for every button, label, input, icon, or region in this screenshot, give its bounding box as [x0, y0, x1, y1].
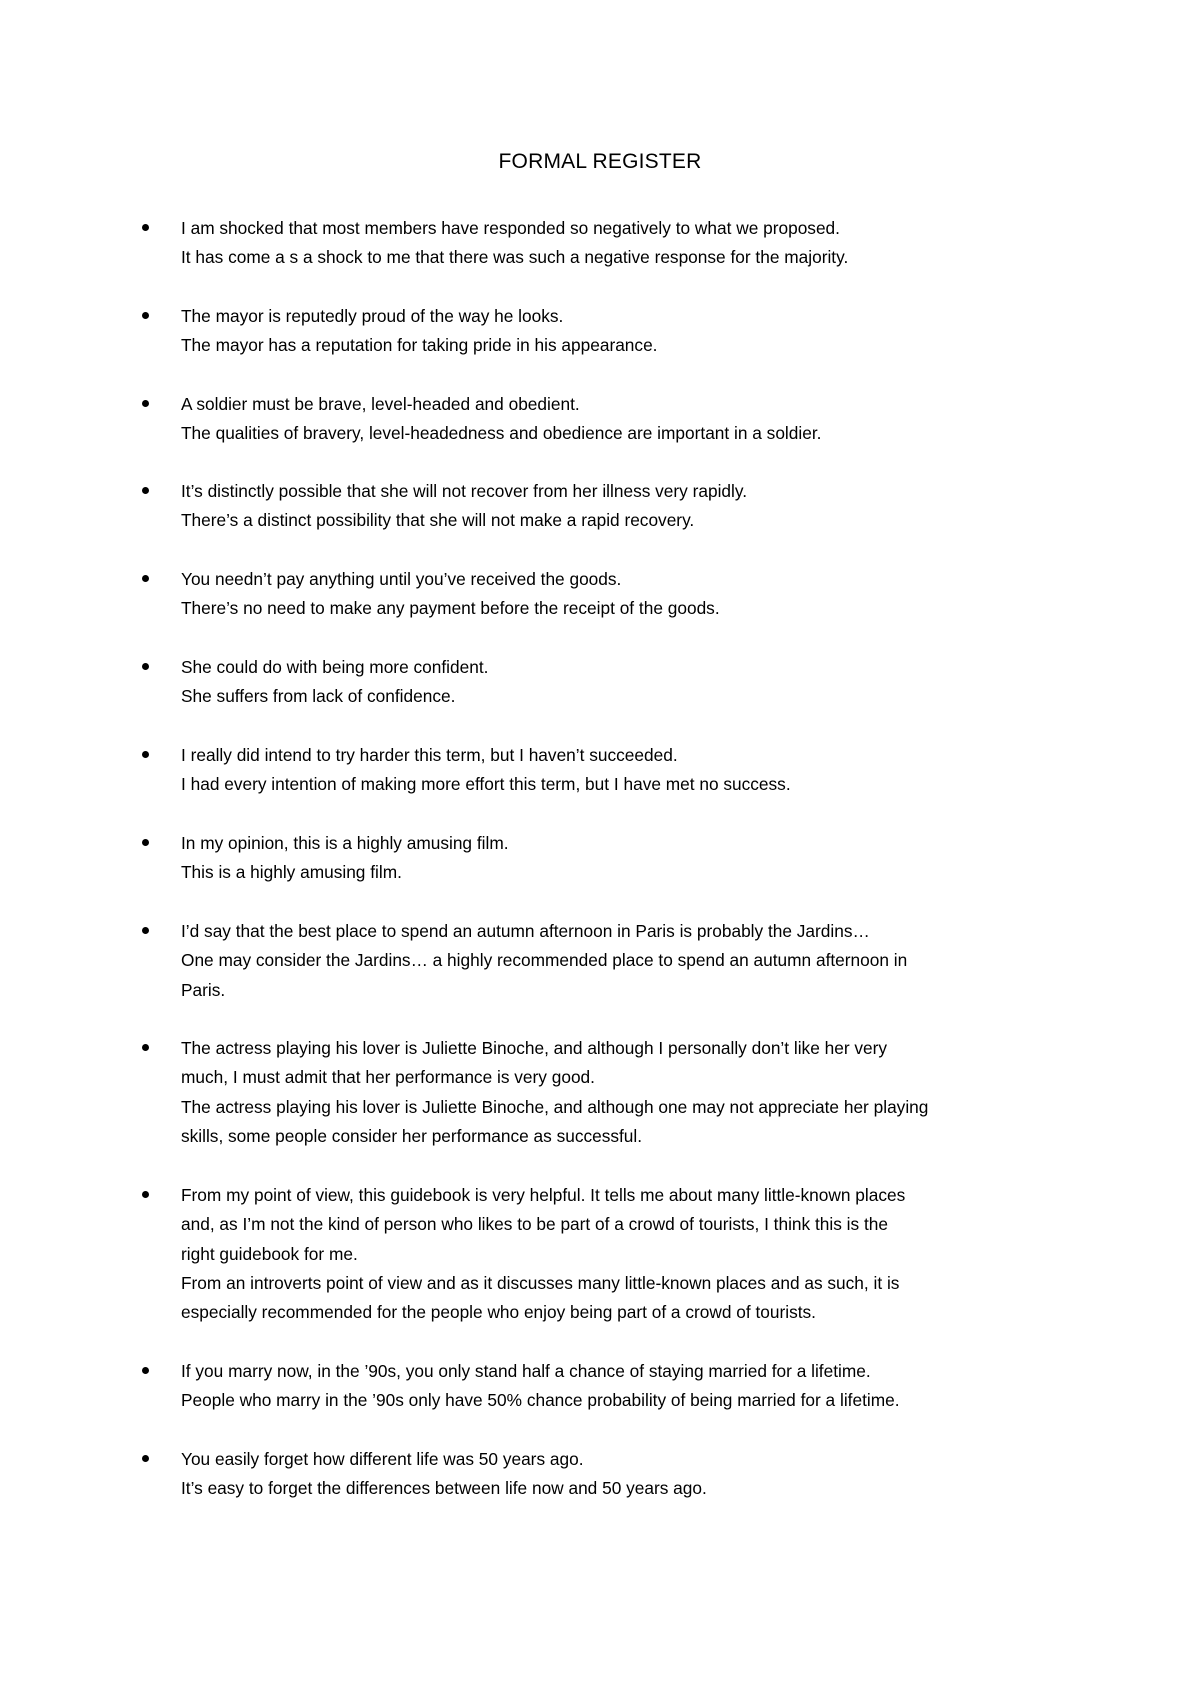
bullet-icon [142, 224, 149, 231]
bullet-icon [142, 400, 149, 407]
sentence-line: This is a highly amusing film. [181, 862, 402, 883]
sentence-line: Paris. [181, 979, 226, 1000]
bullet-icon [142, 1455, 149, 1462]
sentence-line: From my point of view, this guidebook is very helpful. It tells me about many little-known places [181, 1185, 906, 1205]
sentence-line: People who marry in the ’90s only have 50% chance probability of being married for a lifetime. [181, 1390, 900, 1411]
sentence-line: right guidebook for me. [181, 1243, 358, 1264]
bullet-icon [142, 927, 149, 934]
list-item-text [181, 302, 1061, 361]
sentence-line: She suffers from lack of confidence. [181, 686, 456, 707]
sentence-line: The mayor has a reputation for taking pride in his appearance. [181, 335, 658, 356]
list-item-text [181, 917, 1061, 1005]
sentence-line: It has come a s a shock to me that there was such a negative response for the majority. [181, 247, 849, 268]
sentence-line: It’s distinctly possible that she will not recover from her illness very rapidly. [181, 481, 748, 501]
list-item-text [181, 1445, 1061, 1504]
list-item-text [181, 829, 1061, 888]
sentence-line: I had every intention of making more effort this term, but I have met no success. [181, 774, 791, 795]
bullet-icon [142, 312, 149, 319]
sentence-line: The qualities of bravery, level-headedness and obedience are important in a soldier. [181, 423, 822, 444]
bullet-icon [142, 751, 149, 758]
sentence-line: I am shocked that most members have responded so negatively to what we proposed. [181, 218, 840, 238]
list-item-text [181, 390, 1061, 449]
sentence-line: You easily forget how different life was 50 years ago. [181, 1449, 584, 1469]
sentence-line: From an introverts point of view and as it discusses many little-known places and as such, it is [181, 1272, 900, 1293]
sentence-line: I really did intend to try harder this term, but I haven’t succeeded. [181, 745, 678, 765]
sentence-line: You needn’t pay anything until you’ve received the goods. [181, 569, 622, 589]
list-item-text [181, 477, 1061, 536]
list-item-text [181, 214, 1061, 273]
sentence-line: skills, some people consider her performance as successful. [181, 1125, 643, 1146]
bullet-icon [142, 575, 149, 582]
sentence-line: There’s no need to make any payment before the receipt of the goods. [181, 598, 720, 619]
sentence-line: The mayor is reputedly proud of the way he looks. [181, 306, 564, 326]
sentence-line: She could do with being more confident. [181, 657, 489, 677]
sentence-line: much, I must admit that her performance is very good. [181, 1067, 595, 1088]
list-item-text [181, 1181, 1061, 1327]
list-item-text [181, 1357, 1061, 1416]
sentence-line: It’s easy to forget the differences between life now and 50 years ago. [181, 1478, 707, 1499]
bullet-icon [142, 1044, 149, 1051]
sentence-line: A soldier must be brave, level-headed and obedient. [181, 394, 580, 414]
list-item-text [181, 565, 1061, 624]
bullet-icon [142, 1367, 149, 1374]
list-item-text [181, 1034, 1061, 1151]
sentence-line: I’d say that the best place to spend an autumn afternoon in Paris is probably the Jardins… [181, 921, 870, 941]
sentence-line: especially recommended for the people who enjoy being part of a crowd of tourists. [181, 1302, 816, 1323]
bullet-icon [142, 663, 149, 670]
sentence-line: One may consider the Jardins… a highly recommended place to spend an autumn afternoon in [181, 950, 908, 971]
bullet-icon [142, 487, 149, 494]
bullet-icon [142, 1191, 149, 1198]
sentence-line: The actress playing his lover is Juliette Binoche, and although I personally don’t like her very [181, 1038, 888, 1058]
sentence-line: The actress playing his lover is Juliette Binoche, and although one may not appreciate her playing [181, 1096, 929, 1117]
sentence-line: There’s a distinct possibility that she will not make a rapid recovery. [181, 510, 695, 531]
sentence-line: If you marry now, in the ’90s, you only stand half a chance of staying married for a lifetime. [181, 1361, 871, 1381]
list-item-text [181, 741, 1061, 800]
list-item-text [181, 653, 1061, 712]
sentence-line: In my opinion, this is a highly amusing film. [181, 833, 509, 853]
document-title: FORMAL REGISTER [498, 150, 702, 173]
bullet-icon [142, 839, 149, 846]
sentence-line: and, as I’m not the kind of person who likes to be part of a crowd of tourists, I think this is the [181, 1214, 888, 1235]
